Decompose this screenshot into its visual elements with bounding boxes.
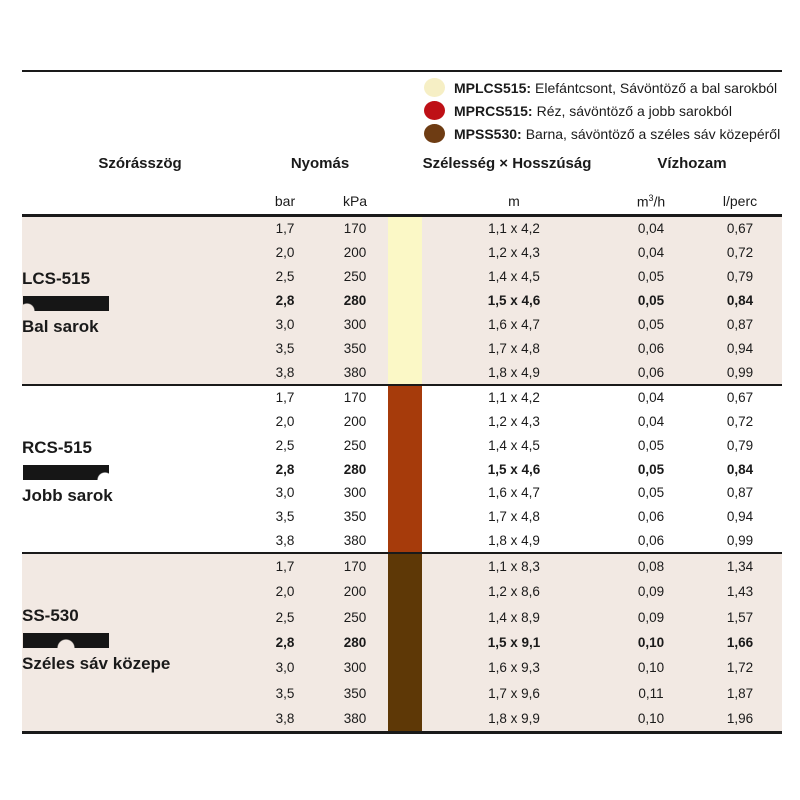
cell-kpa: 200 [343,245,367,261]
m3h-sup: 3 [648,193,654,203]
cell-lperc: 0,84 [726,461,754,477]
cell-m3h: 0,05 [637,269,665,285]
cell-m3h: 0,09 [637,609,665,625]
cell-kpa: 380 [343,364,367,380]
cell-bar: 3,5 [275,340,295,356]
cell-lperc: 0,79 [726,437,754,453]
cell-bar: 1,7 [275,390,295,406]
subheader-lperc: l/perc [722,193,758,209]
cell-m3h: 0,10 [637,660,665,676]
cell-bar: 2,5 [275,609,295,625]
cell-kpa: 250 [343,269,367,285]
cell-lperc: 1,87 [726,685,754,701]
cell-kpa: 170 [343,390,367,406]
model-name: LCS-515 [22,269,91,288]
legend-desc: Elefántcsont, Sávöntöző a bal sarokból [535,79,778,96]
cell-kpa: 300 [343,660,367,676]
cell-kpa: 300 [343,316,367,332]
spray-location-label: Széles sáv közepe [22,654,171,673]
cell-m: 1,7 x 9,6 [488,685,540,701]
cell-m3h: 0,10 [637,710,665,726]
brown-dot-icon [424,124,445,143]
cell-m: 1,5 x 9,1 [487,634,541,650]
cell-lperc: 0,94 [726,508,754,524]
cell-m3h: 0,04 [637,245,665,261]
legend-label [454,126,780,142]
cell-bar: 2,5 [275,437,295,453]
bottom-divider [22,731,782,734]
cell-lperc: 1,34 [726,559,754,575]
legend-item [424,122,780,145]
cell-m: 1,5 x 4,6 [487,461,541,477]
legend-code: MPRCS515: [454,102,533,119]
cell-bar: 3,0 [275,485,295,501]
cell-m: 1,4 x 4,5 [488,269,540,285]
cell-lperc: 0,99 [726,532,754,548]
cell-kpa: 380 [343,532,367,548]
cell-lperc: 1,43 [726,584,754,600]
cell-kpa: 300 [343,485,367,501]
cell-bar: 3,8 [275,364,295,380]
cell-m: 1,4 x 4,5 [488,437,540,453]
section-ss-530 [22,554,782,731]
cell-m3h: 0,10 [637,634,665,650]
center-strip-spray-icon [23,633,109,648]
cell-m3h: 0,05 [637,316,665,332]
m3h-base: m [636,193,649,210]
cell-m: 1,5 x 4,6 [487,293,541,308]
cell-bar: 3,8 [275,532,295,548]
cell-kpa: 350 [343,685,367,701]
cell-kpa: 280 [343,634,367,650]
cell-lperc: 0,94 [726,340,754,356]
cell-kpa: 250 [343,609,367,625]
cell-kpa: 250 [343,437,367,453]
legend-item [424,99,780,122]
cell-kpa: 200 [343,584,367,600]
cell-lperc: 0,79 [726,269,754,285]
cell-m: 1,6 x 9,3 [488,660,540,676]
cell-bar: 2,0 [275,414,295,430]
cell-lperc: 1,72 [726,660,754,676]
cell-bar: 3,8 [275,710,295,726]
cell-m: 1,6 x 4,7 [488,316,540,332]
cell-lperc: 1,66 [726,634,754,650]
cell-lperc: 1,57 [726,609,754,625]
cell-bar: 2,0 [275,245,295,261]
cell-lperc: 0,87 [726,485,754,501]
legend [424,76,780,145]
cell-bar: 2,8 [275,293,295,308]
legend-code: MPSS530: [454,125,522,142]
cell-m3h: 0,05 [637,293,665,308]
cell-m3h: 0,09 [637,584,665,600]
cell-m: 1,8 x 4,9 [488,364,540,380]
column-header-spray-angle: Szórásszög [98,155,182,172]
cell-m3h: 0,11 [638,685,664,701]
top-divider [22,70,782,72]
cell-m: 1,8 x 4,9 [488,532,540,548]
legend-item [424,76,780,99]
cell-m: 1,4 x 8,9 [488,609,540,625]
column-header-width-length: Szélesség × Hosszúság [422,155,592,172]
spray-location-label: Jobb sarok [22,486,113,505]
copper-dot-icon [424,101,445,120]
legend-desc: Réz, sávöntöző a jobb sarokból [536,102,732,119]
cell-m3h: 0,06 [637,340,665,356]
cell-bar: 1,7 [275,559,295,575]
cell-bar: 1,7 [275,221,295,237]
cell-lperc: 0,84 [726,293,754,308]
spray-location-label: Bal sarok [22,317,99,336]
right-corner-spray-icon [23,465,109,480]
cell-kpa: 200 [343,414,367,430]
subheader-m: m [508,193,520,209]
legend-label [454,80,777,96]
cell-bar: 2,0 [275,584,295,600]
legend-label [454,103,732,119]
section-rcs-515 [22,386,782,554]
section-label-block [22,554,252,731]
cell-bar: 2,8 [275,461,295,477]
cell-m: 1,7 x 4,8 [488,340,540,356]
table-body [22,217,782,731]
cell-kpa: 170 [343,221,367,237]
subheader-m3h [606,193,696,210]
cell-m3h: 0,05 [637,437,665,453]
cell-kpa: 380 [343,710,367,726]
cell-kpa: 350 [343,340,367,356]
cell-m3h: 0,06 [637,364,665,380]
cell-kpa: 280 [343,461,367,477]
cell-m: 1,6 x 4,7 [488,485,540,501]
cell-bar: 3,0 [275,316,295,332]
subheader-bar: bar [274,193,296,209]
cell-m3h: 0,04 [637,390,665,406]
cell-bar: 3,5 [275,685,295,701]
cell-lperc: 1,96 [726,710,754,726]
column-header-pressure: Nyomás [290,155,350,172]
section-lcs-515 [22,217,782,386]
cell-m: 1,7 x 4,8 [488,508,540,524]
model-name: SS-530 [22,606,79,625]
cell-m3h: 0,06 [637,532,665,548]
cell-m3h: 0,05 [637,485,665,501]
cell-m: 1,2 x 4,3 [488,245,540,261]
cell-kpa: 280 [343,293,367,308]
model-name: RCS-515 [22,438,92,457]
cell-lperc: 0,67 [726,221,754,237]
cell-m: 1,1 x 4,2 [488,390,540,406]
cell-bar: 3,5 [275,508,295,524]
cell-lperc: 0,72 [726,414,754,430]
cell-bar: 2,8 [275,634,295,650]
cell-m3h: 0,08 [637,559,665,575]
cell-lperc: 0,72 [726,245,754,261]
cell-m3h: 0,06 [637,508,665,524]
cell-bar: 3,0 [275,660,295,676]
cell-m: 1,1 x 4,2 [488,221,540,237]
left-corner-spray-icon [23,296,109,311]
cell-m: 1,8 x 9,9 [488,710,540,726]
column-header-flow: Vízhozam [657,155,727,172]
legend-desc: Barna, sávöntöző a széles sáv közepéről [525,125,781,142]
cell-m: 1,1 x 8,3 [488,559,540,575]
cell-lperc: 0,87 [726,316,754,332]
cell-m: 1,2 x 4,3 [488,414,540,430]
cell-m3h: 0,04 [637,221,665,237]
subheader-kpa: kPa [342,193,368,209]
cell-m3h: 0,05 [637,461,665,477]
cell-lperc: 0,99 [726,364,754,380]
cell-kpa: 350 [343,508,367,524]
cell-m3h: 0,04 [637,414,665,430]
cell-kpa: 170 [343,559,367,575]
legend-code: MPLCS515: [454,79,532,96]
cell-lperc: 0,67 [726,390,754,406]
ivory-dot-icon [424,78,445,97]
cell-bar: 2,5 [275,269,295,285]
section-label-block [22,386,252,552]
cell-m: 1,2 x 8,6 [488,584,540,600]
section-label-block [22,217,252,384]
m3h-rest: /h [653,193,666,210]
